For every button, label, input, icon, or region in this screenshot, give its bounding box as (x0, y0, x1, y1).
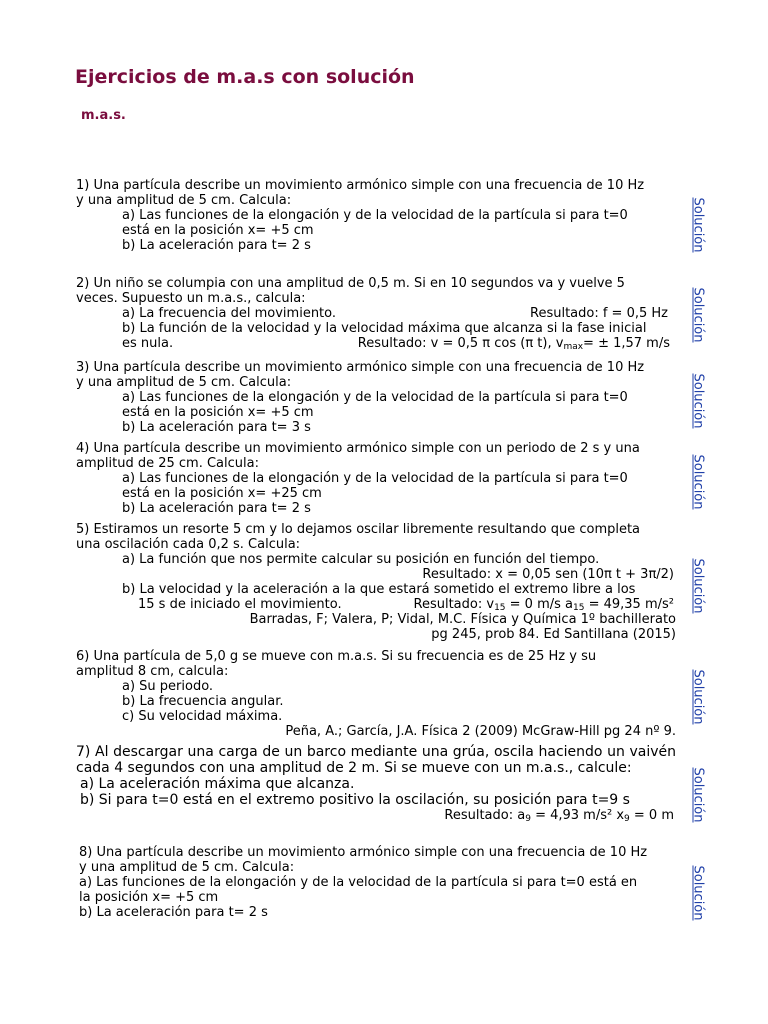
exercise-question: a) La frecuencia del movimiento. (122, 306, 337, 321)
exercise-2 (76, 276, 676, 351)
exercise-question-row (76, 306, 676, 321)
exercise-6 (76, 649, 676, 739)
exercise-text: está en la posición x= +5 cm (122, 405, 314, 420)
exercise-text: y una amplitud de 5 cm. Calcula: (76, 193, 292, 208)
exercise-text: 2) Un niño se columpia con una amplitud de 0,5 m. Si en 10 segundos va y vuelve 5 (76, 276, 625, 291)
exercise-8 (79, 845, 679, 920)
exercise-text: 15 s de iniciado el movimiento. (138, 597, 342, 612)
reference-text: Barradas, F; Valera, P; Vidal, M.C. Física y Química 1º bachillerato (249, 612, 676, 627)
exercise-3 (76, 360, 676, 435)
exercise-question: b) La función de la velocidad y la velocidad máxima que alcanza si la fase inicial (122, 321, 647, 336)
exercise-text: amplitud de 25 cm. Calcula: (76, 456, 259, 471)
exercise-question: a) Su periodo. (122, 679, 214, 694)
solution-link-2-container (686, 280, 710, 350)
exercise-text: 8) Una partícula describe un movimiento armónico simple con una frecuencia de 10 Hz (79, 845, 648, 860)
solution-link-4-container (686, 447, 710, 517)
exercise-text: 4) Una partícula describe un movimiento armónico simple con un periodo de 2 s y una (76, 441, 640, 456)
solution-link[interactable]: Solución (690, 287, 706, 343)
exercise-question: b) La aceleración para t= 3 s (122, 420, 311, 435)
result-text: Resultado: f = 0,5 Hz (530, 306, 668, 321)
solution-link[interactable]: Solución (690, 669, 706, 725)
exercise-text: 5) Estiramos un resorte 5 cm y lo dejamos oscilar libremente resultando que completa (76, 522, 641, 537)
exercise-4 (76, 441, 676, 516)
exercise-question: b) La aceleración para t= 2 s (122, 238, 311, 253)
result-text: Resultado: $a_9 = 4,93$ m/s² $x_9 = 0$ m (444, 808, 674, 824)
result-text: Resultado: $v_{15} = 0$ m/s $a_{15} = 49,35$ m/s² (413, 597, 674, 613)
result-text: Resultado: x = 0,05 sen (10π t + 3π/2) (422, 567, 674, 582)
exercise-result-row (76, 336, 676, 351)
exercise-text: veces. Supuesto un m.a.s., calcula: (76, 291, 306, 306)
exercise-question: a) La aceleración máxima que alcanza. (80, 776, 355, 792)
exercise-text: una oscilación cada 0,2 s. Calcula: (76, 537, 301, 552)
exercise-question: b) La aceleración para t= 2 s (122, 501, 311, 516)
exercise-question: a) La función que nos permite calcular su posición en función del tiempo. (122, 552, 600, 567)
exercise-1 (76, 178, 676, 253)
exercise-text: 7) Al descargar una carga de un barco mediante una grúa, oscila haciendo un vaivén cada 4 segundos con una amplitud de 2 m. Si se mueve con un m.a.s., calcule: (76, 744, 676, 776)
exercise-text: amplitud 8 cm, calcula: (76, 664, 229, 679)
solution-link-8-container (686, 858, 710, 928)
page-title: Ejercicios de m.a.s con solución (75, 66, 415, 88)
exercise-text: y una amplitud de 5 cm. Calcula: (76, 375, 292, 390)
result-text: Resultado: v = 0,5 π cos (π t), $v_{max}= \pm 1,57$ m/s (357, 336, 670, 352)
exercise-7 (76, 744, 676, 824)
exercise-question: c) Su velocidad máxima. (122, 709, 283, 724)
solution-link[interactable]: Solución (690, 767, 706, 823)
exercise-text: es nula. (122, 336, 174, 351)
exercise-text: y una amplitud de 5 cm. Calcula: (79, 860, 295, 875)
solution-link-5-container (686, 551, 710, 621)
page-subtitle: m.a.s. (81, 108, 126, 123)
exercise-question: b) La aceleración para t= 2 s (79, 905, 268, 920)
solution-link[interactable]: Solución (690, 865, 706, 921)
solution-link[interactable]: Solución (690, 454, 706, 510)
exercise-question: b) La frecuencia angular. (122, 694, 284, 709)
exercise-question: a) Las funciones de la elongación y de la velocidad de la partícula si para t=0 (122, 208, 628, 223)
exercise-text: 1) Una partícula describe un movimiento armónico simple con una frecuencia de 10 Hz (76, 178, 645, 193)
exercise-question: a) Las funciones de la elongación y de la velocidad de la partícula si para t=0 (122, 390, 628, 405)
exercise-5 (76, 522, 676, 642)
exercise-text: 6) Una partícula de 5,0 g se mueve con m.a.s. Si su frecuencia es de 25 Hz y su (76, 649, 597, 664)
exercise-question: b) La velocidad y la aceleración a la que estará sometido el extremo libre a los (122, 582, 636, 597)
exercise-text: está en la posición x= +25 cm (122, 486, 322, 501)
solution-link[interactable]: Solución (690, 558, 706, 614)
solution-link[interactable]: Solución (690, 197, 706, 253)
exercise-text: 3) Una partícula describe un movimiento armónico simple con una frecuencia de 10 Hz (76, 360, 645, 375)
exercise-question: a) Las funciones de la elongación y de la velocidad de la partícula si para t=0 está en (79, 875, 638, 890)
solution-link-3-container (686, 366, 710, 436)
exercise-text: la posición x= +5 cm (79, 890, 219, 905)
reference-text: Peña, A.; García, J.A. Física 2 (2009) McGraw-Hill pg 24 nº 9. (285, 724, 676, 739)
solution-link-1-container (686, 190, 710, 260)
exercise-result-row (76, 597, 676, 612)
exercise-text: está en la posición x= +5 cm (122, 223, 314, 238)
solution-link-6-container (686, 662, 710, 732)
solution-link-7-container (686, 760, 710, 830)
reference-text: pg 245, prob 84. Ed Santillana (2015) (431, 627, 676, 642)
exercise-question: b) Si para t=0 está en el extremo positivo la oscilación, su posición para t=9 s (80, 792, 630, 808)
solution-link[interactable]: Solución (690, 373, 706, 429)
exercise-question: a) Las funciones de la elongación y de la velocidad de la partícula si para t=0 (122, 471, 628, 486)
